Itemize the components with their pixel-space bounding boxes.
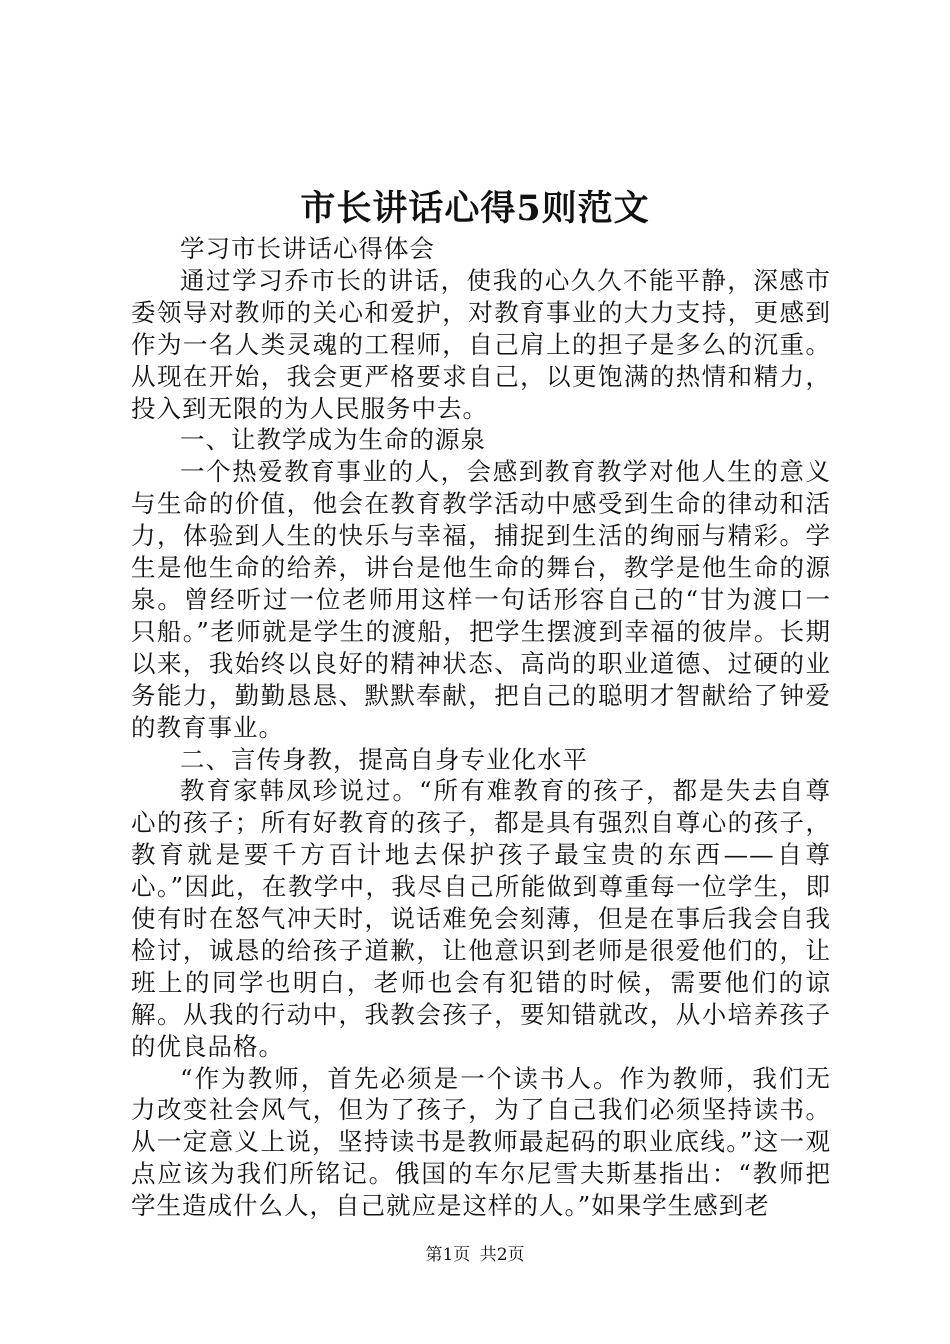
page-number: 第1页 xyxy=(425,1245,471,1265)
intro-paragraph: 通过学习乔市长的讲话，使我的心久久不能平静，深感市委领导对教师的关心和爱护，对教育事业的大力支持，更感到作为一名人类灵魂的工程师，自己肩上的担子是多么的沉重。从现在开始，我会更严格要求自己，以更饱满的热情和精力，投入到无限的为人民服务中去。 xyxy=(131,265,831,423)
section-1-paragraph: 一个热爱教育事业的人，会感到教育教学对他人生的意义与生命的价值，他会在教育教学活动中感受到生命的律动和活力，体验到人生的快乐与幸福，捕捉到生活的绚丽与精彩。学生是他生命的给养，讲台是他生命的舞台，教学是他生命的源泉。曾经听过一位老师用这样一句话形容自己的“甘为渡口一只船。”老师就是学生的渡船，把学生摆渡到幸福的彼岸。长期以来，我始终以良好的精神状态、高尚的职业道德、过硬的业务能力，勤勤恳恳、默默奉献，把自己的聪明才智献给了钟爱的教育事业。 xyxy=(131,457,831,742)
document-body xyxy=(131,233,831,1222)
section-heading-1: 一、让教学成为生命的源泉 xyxy=(180,425,486,455)
document-title: 市长讲话心得5则范文 xyxy=(300,188,650,229)
section-2-paragraph: 教育家韩凤珍说过。“所有难教育的孩子，都是失去自尊心的孩子；所有好教育的孩子，都是具有强烈自尊心的孩子，教育就是要千方百计地去保护孩子最宝贵的东西——自尊心。”因此，在教学中，我尽自己所能做到尊重每一位学生，即使有时在怒气冲天时，说话难免会刻薄，但是在事后我会自我检讨，诚恳的给孩子道歉，让他意识到老师是很爱他们的，让班上的同学也明白，老师也会有犯错的时候，需要他们的谅解。从我的行动中，我教会孩子，要知错就改，从小培养孩子的优良品格。 xyxy=(131,776,831,1061)
subtitle-paragraph: 学习市长讲话心得体会 xyxy=(180,234,435,263)
reading-paragraph: “作为教师，首先必须是一个读书人。作为教师，我们无力改变社会风气，但为了孩子，为了自己我们必须坚持读书。从一定意义上说，坚持读书是教师最起码的职业底线。”这一观点应该为我们所铭记。俄国的车尔尼雪夫斯基指出：“教师把学生造成什么人，自己就应是这样的人。”如果学生感到老 xyxy=(131,1063,831,1221)
page-total: 共2页 xyxy=(479,1245,525,1265)
section-heading-2: 二、言传身教，提高自身专业化水平 xyxy=(180,744,588,774)
page-footer xyxy=(0,1244,950,1266)
